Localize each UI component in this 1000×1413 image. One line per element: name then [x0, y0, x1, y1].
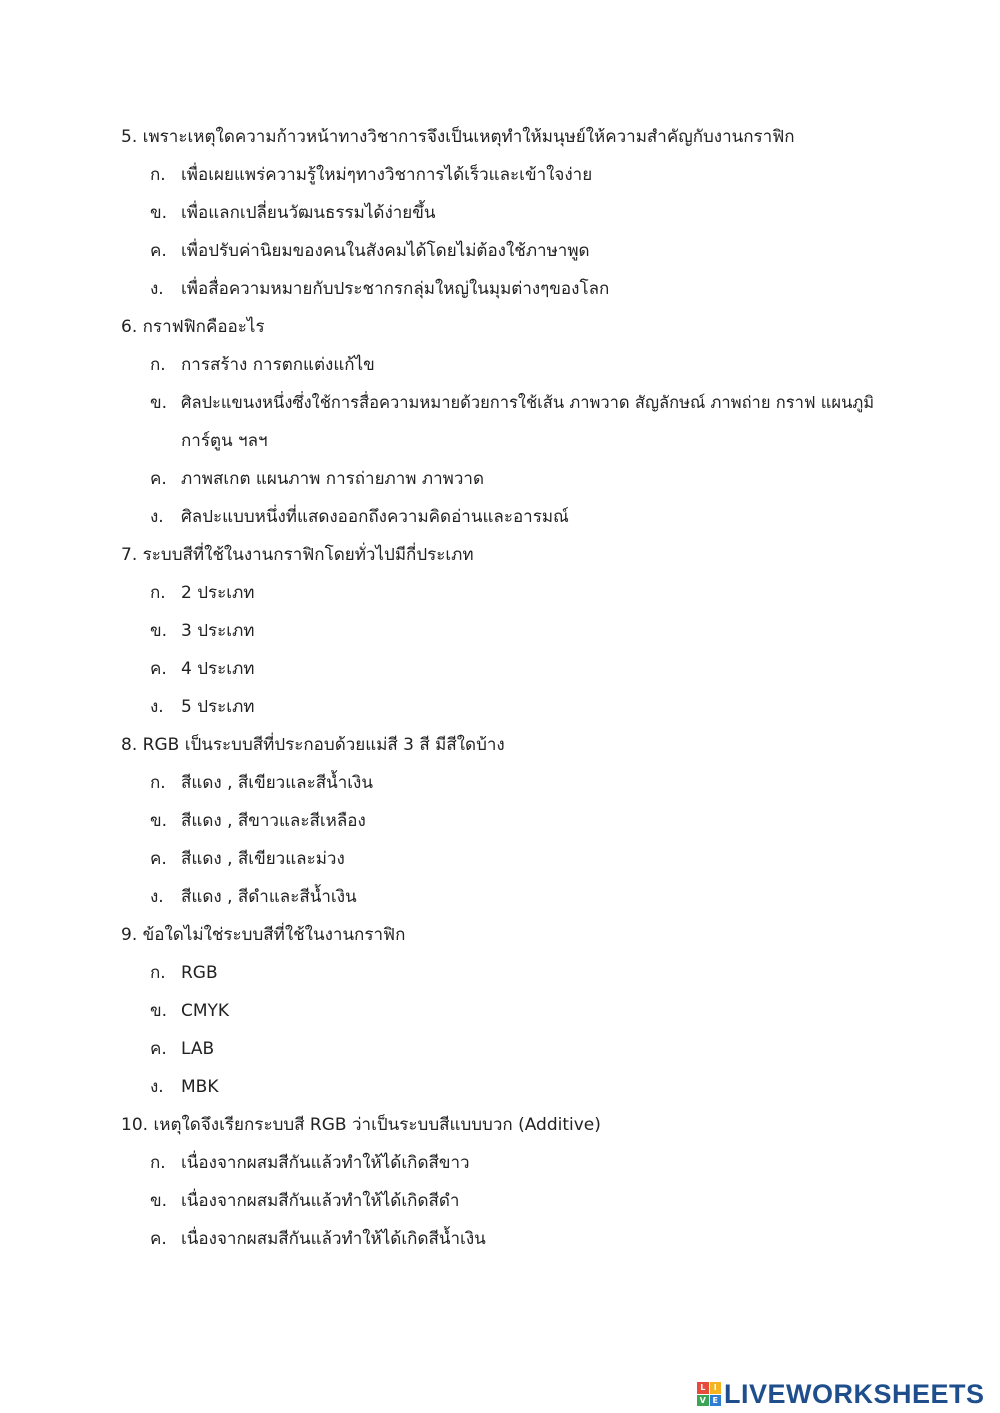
option-letter: ข. — [150, 621, 168, 641]
option-text: การสร้าง การตกแต่งแก้ไข — [181, 355, 375, 375]
option-letter: ค. — [150, 241, 167, 261]
option-text: เนื่องจากผสมสีกันแล้วทำให้ได้เกิดสีน้ำเงิน — [181, 1229, 486, 1249]
question-number: 6. — [121, 317, 138, 337]
question-number: 10. — [121, 1115, 149, 1135]
question-text: เหตุใดจึงเรียกระบบสี RGB ว่าเป็นระบบสีแบบบวก (Additive) — [153, 1115, 601, 1135]
option-text-continuation: การ์ตูน ฯลฯ — [181, 431, 268, 451]
option-letter: ก. — [150, 1153, 166, 1173]
question-text: กราฟฟิกคืออะไร — [142, 317, 265, 337]
option-text: เพื่อเผยแพร่ความรู้ใหม่ๆทางวิชาการได้เร็วและเข้าใจง่าย — [181, 165, 593, 185]
liveworksheets-logo-icon — [697, 1382, 721, 1406]
question-text: RGB เป็นระบบสีที่ประกอบด้วยแม่สี 3 สี มีสีใดบ้าง — [142, 735, 505, 755]
option-text: MBK — [181, 1077, 219, 1097]
option-text: ศิลปะแบบหนึ่งที่แสดงออกถึงความคิดอ่านและอารมณ์ — [181, 507, 569, 527]
option-text: LAB — [181, 1039, 215, 1059]
option-text: เพื่อปรับค่านิยมของคนในสังคมได้โดยไม่ต้องใช้ภาษาพูด — [181, 241, 590, 261]
option-text: เนื่องจากผสมสีกันแล้วทำให้ได้เกิดสีขาว — [181, 1153, 470, 1173]
option-letter: ข. — [150, 203, 168, 223]
question-number: 5. — [121, 127, 138, 147]
question-number: 8. — [121, 735, 138, 755]
option-letter: ค. — [150, 469, 167, 489]
option-letter: ง. — [150, 697, 164, 717]
question-text: เพราะเหตุใดความก้าวหน้าทางวิชาการจึงเป็นเหตุทำให้มนุษย์ให้ความสำคัญกับงานกราฟิก — [142, 127, 795, 147]
option-text: ภาพสเกต แผนภาพ การถ่ายภาพ ภาพวาด — [181, 469, 485, 489]
question-number: 7. — [121, 545, 138, 565]
liveworksheets-logo[interactable] — [697, 1377, 985, 1411]
option-text: เนื่องจากผสมสีกันแล้วทำให้ได้เกิดสีดำ — [181, 1191, 460, 1211]
question-text: ระบบสีที่ใช้ในงานกราฟิกโดยทั่วไปมีกี่ประเภท — [142, 545, 474, 565]
option-letter: ง. — [150, 507, 164, 527]
question-text: ข้อใดไม่ใช่ระบบสีที่ใช้ในงานกราฟิก — [142, 925, 406, 945]
option-letter: ค. — [150, 1039, 167, 1059]
option-letter: ข. — [150, 1191, 168, 1211]
option-letter: ก. — [150, 583, 166, 603]
logo-mark-letter: I — [710, 1382, 722, 1394]
option-text: 2 ประเภท — [181, 583, 255, 603]
option-letter: ข. — [150, 1001, 168, 1021]
logo-text: LIVEWORKSHEETS — [724, 1378, 985, 1409]
option-text: สีแดง , สีเขียวและสีน้ำเงิน — [181, 773, 373, 793]
question-10 — [121, 1114, 601, 1136]
option-text: เพื่อสื่อความหมายกับประชากรกลุ่มใหญ่ในมุมต่างๆของโลก — [181, 279, 610, 299]
question-8 — [121, 734, 505, 756]
option-letter: ข. — [150, 393, 168, 413]
question-9 — [121, 924, 405, 946]
logo-mark-letter: V — [697, 1395, 709, 1407]
logo-mark-letter: E — [710, 1395, 722, 1407]
question-5 — [121, 126, 795, 148]
option-letter: ง. — [150, 1077, 164, 1097]
question-number: 9. — [121, 925, 138, 945]
option-letter: ก. — [150, 165, 166, 185]
option-text: RGB — [181, 963, 218, 983]
question-6 — [121, 316, 265, 338]
option-letter: ง. — [150, 887, 164, 907]
option-text: CMYK — [181, 1001, 230, 1021]
option-text: 4 ประเภท — [181, 659, 255, 679]
option-text: สีแดง , สีดำและสีน้ำเงิน — [181, 887, 357, 907]
option-text: สีแดง , สีเขียวและม่วง — [181, 849, 345, 869]
option-text: 5 ประเภท — [181, 697, 255, 717]
question-7 — [121, 544, 474, 566]
logo-mark-letter: L — [697, 1382, 709, 1394]
option-letter: ค. — [150, 849, 167, 869]
option-letter: ค. — [150, 659, 167, 679]
option-letter: ก. — [150, 963, 166, 983]
option-text: สีแดง , สีขาวและสีเหลือง — [181, 811, 366, 831]
option-letter: ก. — [150, 773, 166, 793]
option-letter: ค. — [150, 1229, 167, 1249]
option-text: 3 ประเภท — [181, 621, 255, 641]
option-text: เพื่อแลกเปลี่ยนวัฒนธรรมได้ง่ายขึ้น — [181, 203, 436, 223]
option-text: ศิลปะแขนงหนึ่งซึ่งใช้การสื่อความหมายด้วยการใช้เส้น ภาพวาด สัญลักษณ์ ภาพถ่าย กราฟ แผนภูมิ — [181, 393, 875, 412]
option-letter: ข. — [150, 811, 168, 831]
option-letter: ง. — [150, 279, 164, 299]
option-letter: ก. — [150, 355, 166, 375]
